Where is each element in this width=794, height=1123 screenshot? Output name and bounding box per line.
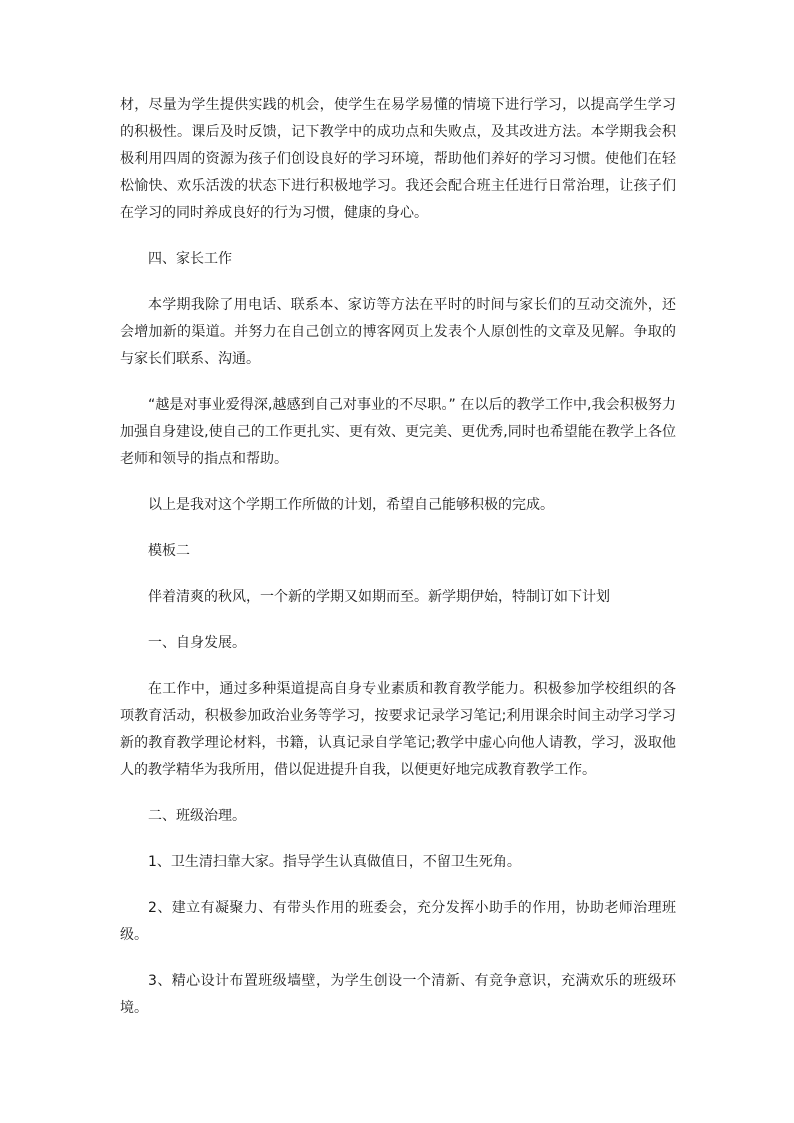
list-item-2: 2、建立有凝聚力、有带头作用的班委会，充分发挥小助手的作用，协助老师治理班级。 xyxy=(120,900,676,943)
paragraph-6: 在工作中，通过多种渠道提高自身专业素质和教育教学能力。积极参加学校组织的各项教育活动，积极参加政治业务等学习，按要求记录学习笔记;利用课余时间主动学习学习新的教育教学理论材料，书籍，认真记录自学笔记;教学中虚心向他人请教，学习，汲取他人的教学精华为我所用，借以促进提升自我，以便更好地完成教育教学工作。 xyxy=(120,681,676,778)
section-heading-class-management: 二、班级治理。 xyxy=(148,808,246,824)
document-body xyxy=(120,92,676,1041)
list-item-3: 3、精心设计布置班级墙壁，为学生创设一个清新、有竞争意识，充满欢乐的班级环境。 xyxy=(120,973,676,1016)
paragraph-1: 材，尽量为学生提供实践的机会，使学生在易学易懂的情境下进行学习，以提高学生学习的积极性。课后及时反馈，记下教学中的成功点和失败点，及其改进方法。本学期我会积极利用四周的资源为孩子们创设良好的学习环境，帮助他们养好的学习习惯。使他们在轻松愉快、欢乐活泼的状态下进行积极地学习。我还会配合班主任进行日常治理，让孩子们在学习的同时养成良好的行为习惯，健康的身心。 xyxy=(120,97,676,221)
section-heading-parent-work: 四、家长工作 xyxy=(148,251,232,267)
paragraph-2: 本学期我除了用电话、联系本、家访等方法在平时的时间与家长们的互动交流外，还会增加新的渠道。并努力在自己创立的博客网页上发表个人原创性的文章及见解。争取的与家长们联系、沟通。 xyxy=(120,297,676,367)
section-heading-self-development: 一、自身发展。 xyxy=(148,635,246,651)
template-two-heading: 模板二 xyxy=(148,543,190,559)
paragraph-5: 伴着清爽的秋风，一个新的学期又如期而至。新学期伊始，特制订如下计划 xyxy=(148,589,610,605)
paragraph-3: “越是对事业爱得深,越感到自己对事业的不尽职。” 在以后的教学工作中,我会积极努力加强自身建设,使自己的工作更扎实、更有效、更完美、更优秀,同时也希望能在教学上各位老师和领导的指点和帮助。 xyxy=(120,397,676,467)
paragraph-4: 以上是我对这个学期工作所做的计划，希望自己能够积极的完成。 xyxy=(148,497,554,513)
list-item-1: 1、卫生清扫靠大家。指导学生认真做值日，不留卫生死角。 xyxy=(148,854,521,870)
